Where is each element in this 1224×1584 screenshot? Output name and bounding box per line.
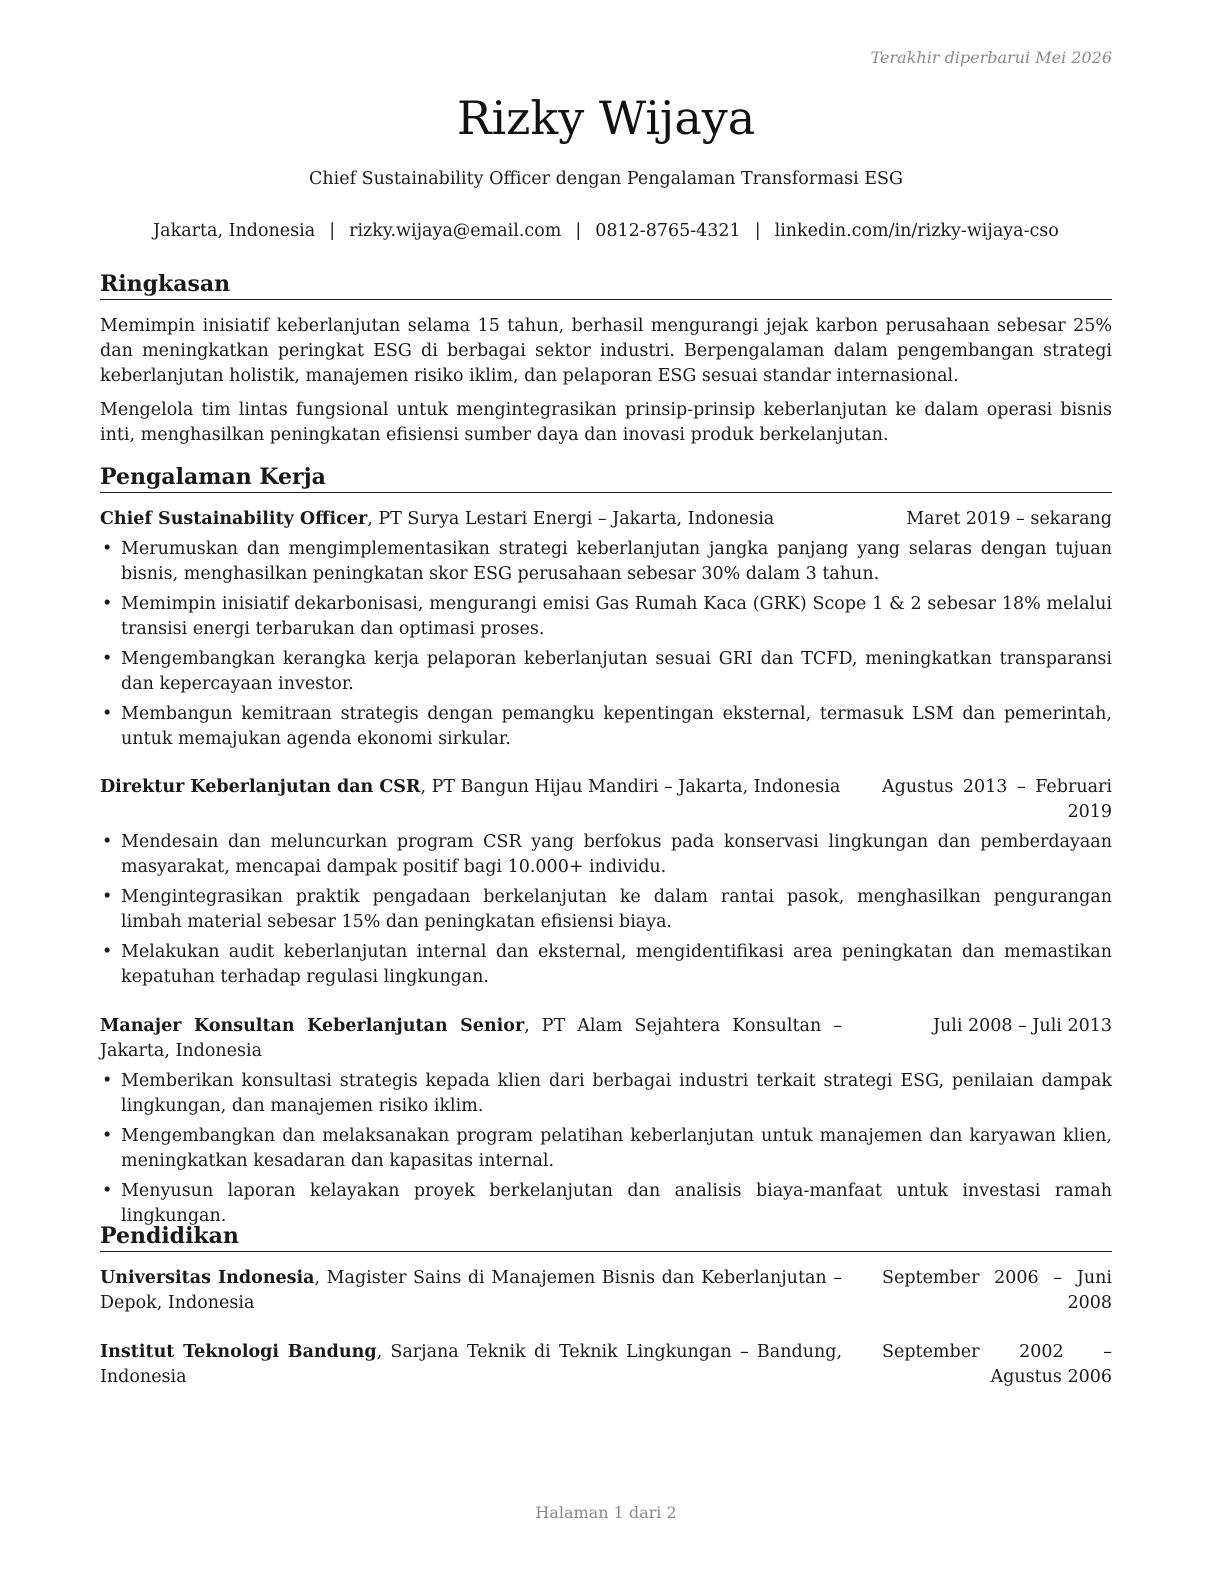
job-title: Chief Sustainability Officer bbox=[100, 509, 368, 529]
education-school: Universitas Indonesia bbox=[100, 1268, 315, 1288]
job-dates: Juli 2008 – Juli 2013 bbox=[932, 1016, 1112, 1036]
bullet-item: • Melakukan audit keberlanjutan internal dan eksternal, mengidentifikasi area peningkatan dan memastikan kepatuhan terhadap regulasi lingkungan. bbox=[100, 940, 1112, 990]
section-heading-summary: Ringkasan bbox=[100, 270, 1112, 300]
job-company: , PT Alam Sejahtera Konsultan – Jakarta, Indonesia bbox=[100, 1016, 842, 1061]
education-title-line bbox=[100, 1340, 882, 1390]
bullet-item: • Mengembangkan kerangka kerja pelaporan keberlanjutan sesuai GRI dan TCFD, meningkatkan transparansi dan kepercayaan investor. bbox=[100, 647, 1112, 697]
bullet-item: • Mengembangkan dan melaksanakan program pelatihan keberlanjutan untuk manajemen dan karyawan klien, meningkatkan kesadaran dan kapasitas internal. bbox=[100, 1124, 1112, 1174]
education-dates: September 2006 – Juni 2008 bbox=[882, 1268, 1112, 1313]
contact-separator: | bbox=[754, 221, 761, 241]
contact-line bbox=[100, 219, 1112, 244]
contact-separator: | bbox=[329, 221, 336, 241]
section-heading-education: Pendidikan bbox=[100, 1222, 1112, 1252]
bullet-item: • Menyusun laporan kelayakan proyek berkelanjutan dan analisis biaya-manfaat untuk investasi ramah lingkungan. bbox=[100, 1179, 1112, 1229]
education-title-line bbox=[100, 1266, 882, 1316]
education-degree: , Magister Sains di Manajemen Bisnis dan Keberlanjutan – Depok, Indonesia bbox=[100, 1268, 842, 1313]
bullet-item: • Mengintegrasikan praktik pengadaan berkelanjutan ke dalam rantai pasok, menghasilkan pengurangan limbah material sebesar 15% dan peningkatan efisiensi biaya. bbox=[100, 885, 1112, 935]
contact-email[interactable]: rizky.wijaya@email.com bbox=[349, 221, 562, 241]
contact-location: Jakarta, Indonesia bbox=[153, 221, 316, 241]
job-bullets bbox=[100, 1069, 1112, 1234]
bullet-item: • Membangun kemitraan strategis dengan pemangku kepentingan eksternal, termasuk LSM dan pemerintah, untuk memajukan agenda ekonomi sirkular. bbox=[100, 702, 1112, 752]
section-heading-experience: Pengalaman Kerja bbox=[100, 463, 1112, 493]
contact-linkedin[interactable]: linkedin.com/in/rizky-wijaya-cso bbox=[774, 221, 1059, 241]
contact-separator: | bbox=[575, 221, 582, 241]
job-bullets bbox=[100, 830, 1112, 995]
job-title: Manajer Konsultan Keberlanjutan Senior bbox=[100, 1016, 525, 1036]
job-header bbox=[100, 1014, 1112, 1064]
contact-phone: 0812-8765-4321 bbox=[595, 221, 741, 241]
job-header bbox=[100, 507, 1112, 532]
bullet-item: • Memberikan konsultasi strategis kepada klien dari berbagai industri terkait strategi ESG, penilaian dampak lingkungan, dan manajemen risiko iklim. bbox=[100, 1069, 1112, 1119]
tagline: Chief Sustainability Officer dengan Pengalaman Transformasi ESG bbox=[308, 169, 904, 189]
job-title-line bbox=[100, 775, 882, 825]
summary-paragraph: Memimpin inisiatif keberlanjutan selama 15 tahun, berhasil mengurangi jejak karbon perusahaan sebesar 25% dan meningkatkan peringkat ESG di berbagai sektor industri. Berpengalaman dalam pengembangan strategi keberlanjutan holistik, manajemen risiko iklim, dan pelaporan ESG sesuai standar internasional. bbox=[100, 316, 1112, 386]
job-title: Direktur Keberlanjutan dan CSR bbox=[100, 777, 421, 797]
education-item bbox=[100, 1340, 1112, 1390]
bullet-item: • Mendesain dan meluncurkan program CSR yang berfokus pada konservasi lingkungan dan pemberdayaan masyarakat, mencapai dampak positif bagi 10.000+ individu. bbox=[100, 830, 1112, 880]
job-title-line bbox=[100, 1014, 882, 1064]
bullet-item: • Merumuskan dan mengimplementasikan strategi keberlanjutan jangka panjang yang selaras dengan tujuan bisnis, menghasilkan peningkatan skor ESG perusahaan sebesar 30% dalam 3 tahun. bbox=[100, 537, 1112, 587]
job-dates: Maret 2019 – sekarang bbox=[906, 509, 1112, 529]
job-dates: Agustus 2013 – Februari 2019 bbox=[882, 777, 1112, 822]
job-bullets bbox=[100, 537, 1112, 757]
education-school: Institut Teknologi Bandung bbox=[100, 1342, 377, 1362]
job-title-line bbox=[100, 507, 882, 532]
education-degree: , Sarjana Teknik di Teknik Lingkungan – Bandung, Indonesia bbox=[100, 1342, 843, 1387]
job-company: , PT Bangun Hijau Mandiri – Jakarta, Indonesia bbox=[420, 777, 841, 797]
job-company: , PT Surya Lestari Energi – Jakarta, Indonesia bbox=[367, 509, 775, 529]
education-item bbox=[100, 1266, 1112, 1316]
page-number: Halaman 1 dari 2 bbox=[535, 1503, 677, 1522]
last-updated: Terakhir diperbarui Mei 2026 bbox=[870, 48, 1112, 67]
bullet-item: • Memimpin inisiatif dekarbonisasi, mengurangi emisi Gas Rumah Kaca (GRK) Scope 1 & 2 sebesar 18% melalui transisi energi terbarukan dan optimasi proses. bbox=[100, 592, 1112, 642]
education-dates: September 2002 – Agustus 2006 bbox=[882, 1342, 1112, 1387]
resume-page bbox=[100, 0, 1112, 1584]
candidate-name: Rizky Wijaya bbox=[456, 91, 756, 145]
job-header bbox=[100, 775, 1112, 825]
summary-paragraph: Mengelola tim lintas fungsional untuk mengintegrasikan prinsip-prinsip keberlanjutan ke dalam operasi bisnis inti, menghasilkan peningkatan efisiensi sumber daya dan inovasi produk berkelanjutan. bbox=[100, 400, 1112, 445]
